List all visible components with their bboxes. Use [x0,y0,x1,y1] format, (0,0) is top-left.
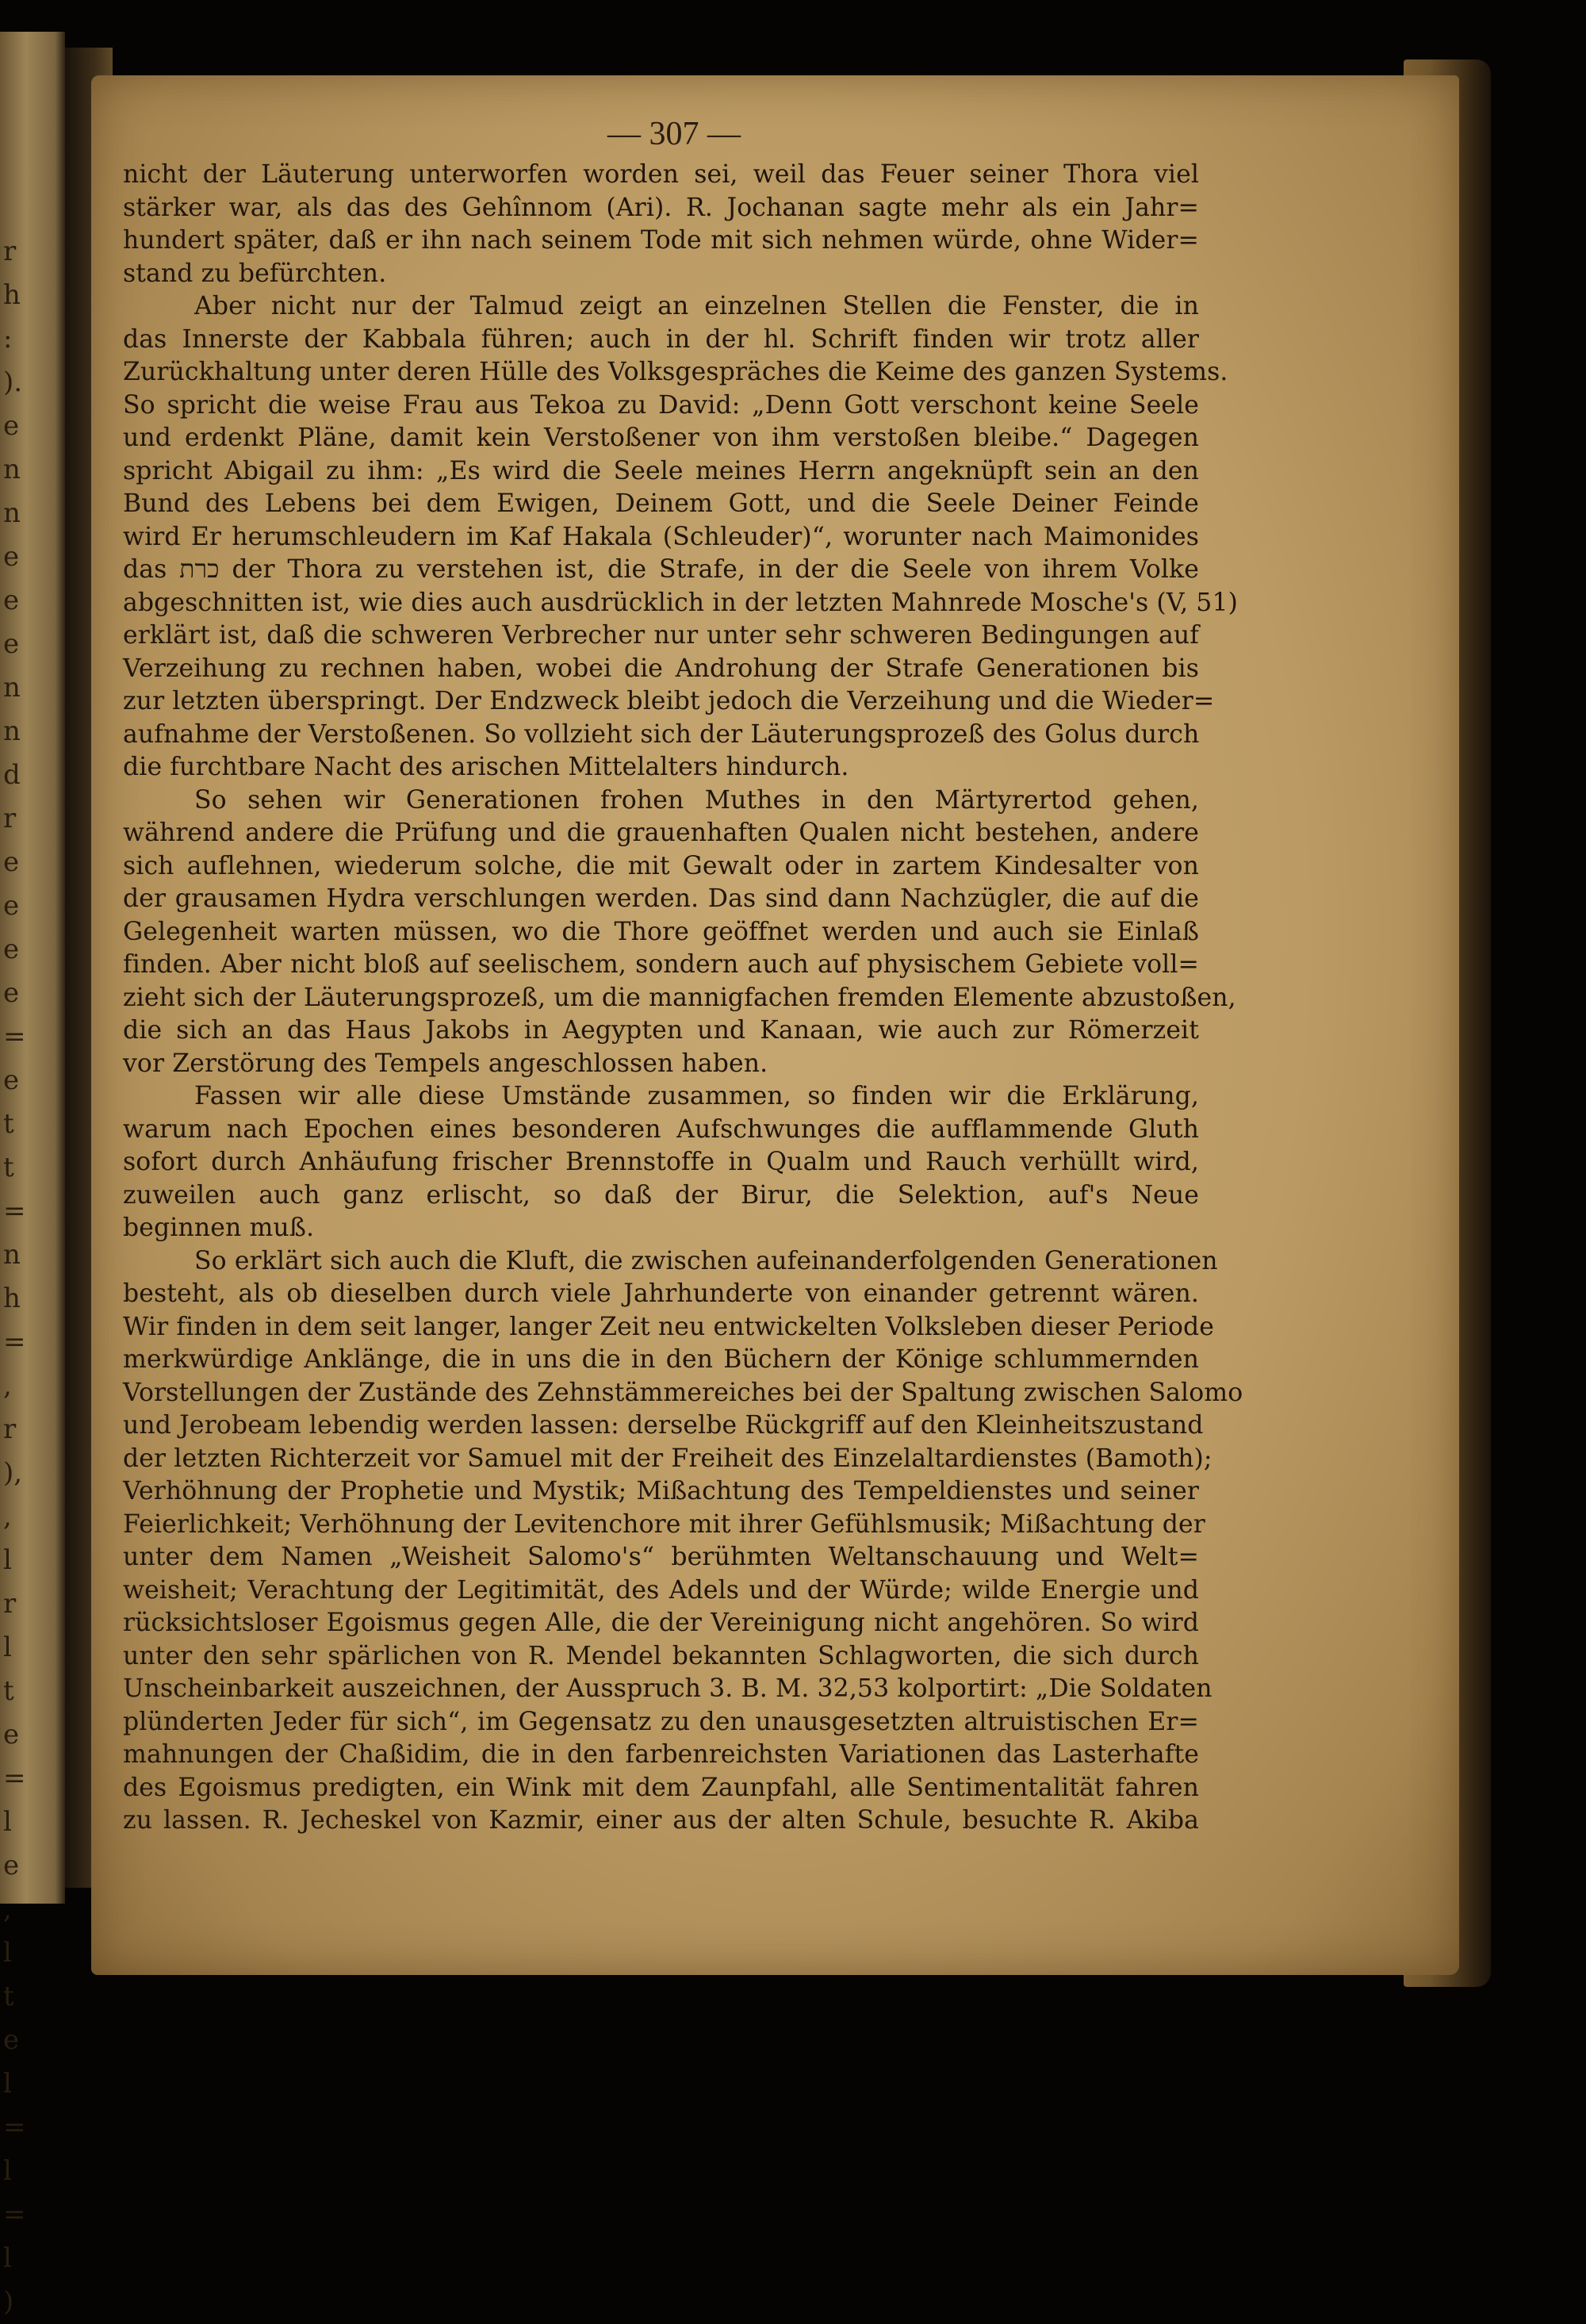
left-page-fragment: l [3,1806,12,1838]
text-line: Vorstellungen der Zustände des Zehnstämmereiches bei der Spaltung zwischen Salomo [123,1378,1243,1407]
left-page-fragment: d [3,759,21,791]
text-line: das כרת der Thora zu verstehen ist, die Strafe, in der die Seele von ihrem Volke [123,555,1199,584]
text-line: Feierlichkeit; Verhöhnung der Levitenchore mit ihrer Gefühlsmusik; Mißachtung der [123,1509,1205,1539]
text-line: Verzeihung zu rechnen haben, wobei die Androhung der Strafe Generationen bis [123,654,1199,683]
left-page-fragment: l [3,2155,12,2187]
left-page-fragment: = [3,1326,26,1358]
left-page-fragment: r [3,1588,17,1620]
text-line: Aber nicht nur der Talmud zeigt an einzelnen Stellen die Fenster, die in [194,292,1199,320]
text-line: des Egoismus predigten, ein Wink mit dem Zaunpfahl, alle Sentimentalität fahren [123,1773,1199,1802]
text-line: zur letzten überspringt. Der Endzweck bleibt jedoch die Verzeihung und die Wieder= [123,687,1215,715]
text-line: der letzten Richterzeit vor Samuel mit der Freiheit des Einzelaltardienstes (Bamoth); [123,1444,1212,1473]
text-line: Fassen wir alle diese Umstände zusammen, so finden wir die Erklärung, [194,1082,1199,1110]
left-page-fragment: , [3,1893,12,1925]
left-page-fragment: , [3,1501,12,1532]
left-page-fragment: e [3,628,20,660]
left-page-fragment: e [3,1850,20,1881]
left-page-fragment: r [3,236,17,267]
text-line: merkwürdige Anklänge, die in uns die in den Büchern der Könige schlummernden [123,1345,1199,1374]
left-page-fragment: , [3,1370,12,1402]
left-page-fragment: l [3,2242,12,2274]
text-line: Gelegenheit warten müssen, wo die Thore geöffnet werden und auch sie Einlaß [123,917,1199,946]
left-page-fragment: n [3,497,21,529]
text-line: unter den sehr spärlichen von R. Mendel bekannten Schlagworten, die sich durch [123,1641,1199,1670]
text-line: wird Er herumschleudern im Kaf Hakala (Schleuder)“, worunter nach Maimonides [123,522,1199,551]
left-page-fragment: e [3,410,20,442]
left-page-fragment: l [3,1632,12,1663]
left-page-fragment: n [3,1239,21,1271]
left-page-fragment: ), [3,1457,23,1489]
text-line: stärker war, als das des Gehînnom (Ari). R. Jochanan sagte mehr als ein Jahr= [123,193,1199,222]
left-page-fragment: t [3,1152,14,1183]
text-line: plünderten Jeder für sich“, im Gegensatz zu den unausgesetzten altruistischen Er= [123,1707,1199,1736]
text-line: Verhöhnung der Prophetie und Mystik; Mißachtung des Tempeldienstes und seiner [123,1477,1199,1505]
left-page-fragment: = [3,2111,26,2143]
text-line: So sehen wir Generationen frohen Muthes in den Märtyrertod gehen, [194,785,1199,815]
text-line: Unscheinbarkeit auszeichnen, der Ausspruch 3. B. M. 32,53 kolportirt: „Die Soldaten [123,1674,1212,1703]
left-page-fragment: l [3,2068,12,2100]
left-page-fragment: e [3,585,20,616]
left-facing-page-edge [0,32,65,2318]
text-line: hundert später, daß er ihn nach seinem Tode mit sich nehmen würde, ohne Wider= [123,226,1199,255]
text-line: aufnahme der Verstoßenen. So vollzieht sich der Läuterungsprozeß des Golus durch [123,719,1200,749]
left-page-fragment: = [3,1195,26,1227]
text-line: sich auflehnen, wiederum solche, die mit Gewalt oder in zartem Kindesalter von [123,851,1199,880]
text-line: rücksichtsloser Egoismus gegen Alle, die der Vereinigung nicht angehören. So wird [123,1609,1199,1637]
text-line: nicht der Läuterung unterworfen worden sei, weil das Feuer seiner Thora viel [123,160,1199,189]
text-line: die sich an das Haus Jakobs in Aegypten und Kanaan, wie auch zur Römerzeit [123,1016,1199,1045]
text-line: zuweilen auch ganz erlischt, so daß der Birur, die Selektion, auf's Neue [123,1180,1199,1210]
left-page-fragment: t [3,1675,14,1707]
left-page-fragment: n [3,672,21,704]
text-line: weisheit; Verachtung der Legitimität, des Adels und der Würde; wilde Energie und [123,1575,1199,1605]
text-line: und erdenkt Pläne, damit kein Verstoßener von ihm verstoßen bleibe.“ Dagegen [123,424,1199,452]
text-line: vor Zerstörung des Tempels angeschlossen haben. [123,1049,768,1078]
text-line: zieht sich der Läuterungsprozeß, um die mannigfachen fremden Elemente abzustoßen, [123,983,1236,1012]
left-page-fragment: = [3,2199,26,2230]
text-line: abgeschnitten ist, wie dies auch ausdrücklich in der letzten Mahnrede Mosche's (V, 51) [123,588,1238,617]
text-line: Wir finden in dem seit langer, langer Zeit neu entwickelten Volksleben dieser Periode [123,1312,1215,1341]
left-page-fragment: e [3,541,20,573]
text-line: das Innerste der Kabbala führen; auch in der hl. Schrift finden wir trotz aller [123,324,1199,354]
left-page-fragment: t [3,1981,14,2012]
left-page-fragment: ). [3,366,23,398]
left-page-fragment: l [3,1544,12,1576]
text-line: So erklärt sich auch die Kluft, die zwischen aufeinanderfolgenden Generationen [194,1246,1218,1275]
left-page-fragment: h [3,279,21,311]
left-page-fragment: e [3,934,20,965]
left-page-fragment: r [3,803,17,834]
left-page-fragment: e [3,977,20,1009]
text-line: beginnen muß. [123,1214,315,1242]
left-page-fragment: t [3,1108,14,1140]
left-page-fragment: h [3,1283,21,1314]
text-line: Bund des Lebens bei dem Ewigen, Deinem Gott, und die Seele Deiner Feinde [123,489,1199,518]
left-page-fragment: e [3,846,20,878]
left-page-fragment: : [3,323,13,355]
left-page-fragment: r [3,1413,17,1445]
text-line: zu lassen. R. Jecheskel von Kazmir, einer aus der alten Schule, besuchte R. Akiba [123,1806,1199,1835]
left-page-fragment: e [3,1719,20,1751]
text-line: So spricht die weise Frau aus Tekoa zu David: „Denn Gott verschont keine Seele [123,390,1199,420]
text-line: finden. Aber nicht bloß auf seelischem, sondern auch auf physischem Gebiete voll= [123,950,1199,979]
left-page-fragment: ) [3,2286,14,2318]
text-line: während andere die Prüfung und die grauenhaften Qualen nicht bestehen, andere [123,819,1199,847]
left-page-fragment: e [3,890,20,922]
page-number: — 307 — [607,116,741,152]
text-line: sofort durch Anhäufung frischer Brennstoffe in Qualm und Rauch verhüllt wird, [123,1148,1199,1176]
text-line: der grausamen Hydra verschlungen werden. Das sind dann Nachzügler, die auf die [123,884,1199,913]
left-page-fragment: = [3,1762,26,1794]
text-line: Zurückhaltung unter deren Hülle des Volksgespräches die Keime des ganzen Systems. [123,358,1228,386]
text-line: besteht, als ob dieselben durch viele Jahrhunderte von einander getrennt wären. [123,1279,1199,1308]
left-page-fragment: n [3,454,21,485]
text-line: und Jerobeam lebendig werden lassen: derselbe Rückgriff auf den Kleinheitszustand [123,1411,1204,1440]
body-text [123,159,1243,1838]
text-line: spricht Abigail zu ihm: „Es wird die Seele meines Herrn angeknüpft sein an den [123,456,1199,485]
left-page-fragment: n [3,715,21,747]
text-line: unter dem Namen „Weisheit Salomo's“ berühmten Weltanschauung und Welt= [123,1543,1199,1571]
text-line: mahnungen der Chaßidim, die in den farbenreichsten Variationen das Lasterhafte [123,1740,1199,1769]
text-line: erklärt ist, daß die schweren Verbrecher nur unter sehr schweren Bedingungen auf [123,621,1199,650]
left-page-fragment: e [3,2024,20,2056]
left-page-fragment: e [3,1064,20,1096]
text-line: die furchtbare Nacht des arischen Mittelalters hindurch. [123,753,849,781]
left-page-fragment: = [3,1021,26,1053]
text-line: stand zu befürchten. [123,259,387,288]
left-page-fragments [3,230,35,2324]
text-line: warum nach Epochen eines besonderen Aufschwunges die aufflammende Gluth [123,1114,1199,1144]
left-page-fragment: l [3,1937,12,1969]
